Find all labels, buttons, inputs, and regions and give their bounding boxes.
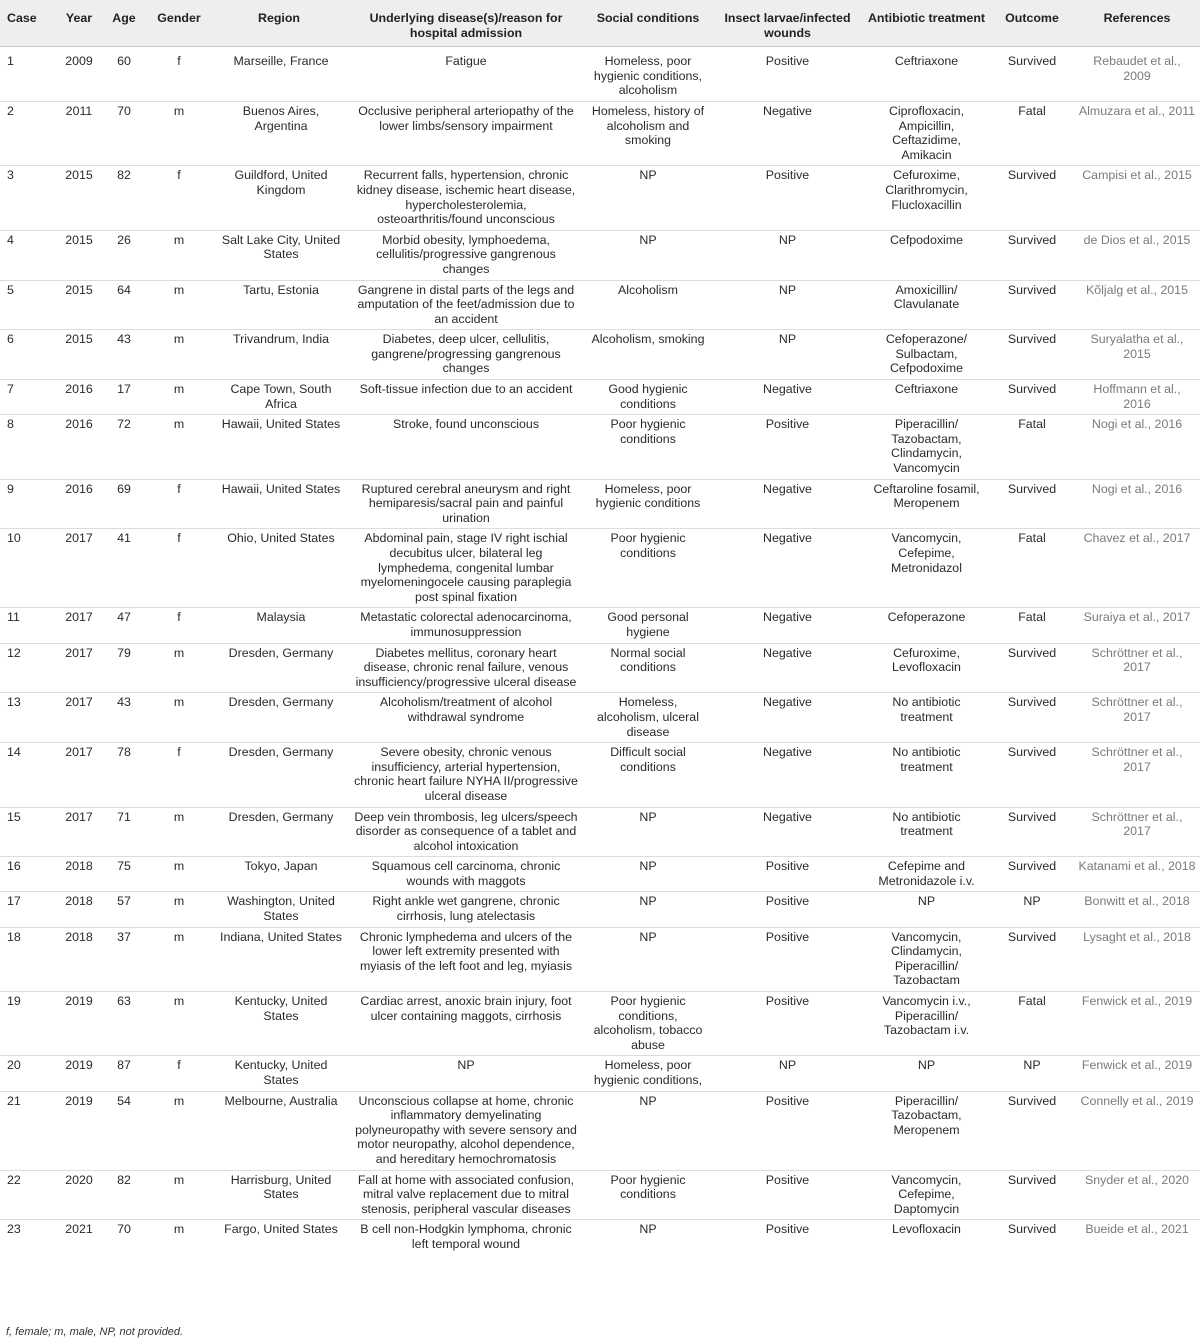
cell-outcome: Survived xyxy=(990,230,1074,280)
cell-case: 23 xyxy=(0,1220,54,1255)
header-region: Region xyxy=(214,0,348,47)
cell-gender: m xyxy=(144,101,214,165)
cell-social: Homeless, poor hygienic conditions, alcoholism xyxy=(584,47,712,102)
cell-case: 19 xyxy=(0,992,54,1056)
table-row xyxy=(0,330,1200,380)
cell-social: Poor hygienic conditions xyxy=(584,529,712,608)
cell-gender: m xyxy=(144,415,214,479)
cell-case: 18 xyxy=(0,927,54,991)
cell-disease: Recurrent falls, hypertension, chronic kidney disease, ischemic heart disease, hypercholesterolemia, osteoarthritis/found unconscious xyxy=(348,166,584,230)
cell-region: Dresden, Germany xyxy=(214,807,348,857)
cell-social: NP xyxy=(584,857,712,892)
cell-insect: Negative xyxy=(712,608,863,643)
cell-outcome: Survived xyxy=(990,807,1074,857)
cell-reference: Nogi et al., 2016 xyxy=(1074,479,1200,529)
table-body xyxy=(0,47,1200,1255)
header-outcome: Outcome xyxy=(990,0,1074,47)
cell-region: Tartu, Estonia xyxy=(214,280,348,330)
cell-year: 2019 xyxy=(54,992,104,1056)
table-row xyxy=(0,101,1200,165)
cell-region: Malaysia xyxy=(214,608,348,643)
cell-year: 2017 xyxy=(54,643,104,693)
cell-outcome: NP xyxy=(990,1056,1074,1091)
header-age: Age xyxy=(104,0,144,47)
table-row xyxy=(0,479,1200,529)
cell-outcome: Survived xyxy=(990,280,1074,330)
cell-antibiotic: NP xyxy=(863,1056,990,1091)
table-row xyxy=(0,230,1200,280)
cell-reference: Hoffmann et al., 2016 xyxy=(1074,380,1200,415)
table-row xyxy=(0,743,1200,807)
cell-reference: Bueide et al., 2021 xyxy=(1074,1220,1200,1255)
cell-insect: Positive xyxy=(712,892,863,927)
cell-region: Salt Lake City, United States xyxy=(214,230,348,280)
cell-disease: Chronic lymphedema and ulcers of the lower left extremity presented with myiasis of the left foot and leg, myiasis xyxy=(348,927,584,991)
cell-reference: Kõljalg et al., 2015 xyxy=(1074,280,1200,330)
cell-disease: Metastatic colorectal adenocarcinoma, immunosuppression xyxy=(348,608,584,643)
cell-age: 79 xyxy=(104,643,144,693)
cell-case: 5 xyxy=(0,280,54,330)
cell-case: 11 xyxy=(0,608,54,643)
cell-gender: m xyxy=(144,1220,214,1255)
cell-case: 10 xyxy=(0,529,54,608)
header-disease: Underlying disease(s)/reason for hospital admission xyxy=(348,0,584,47)
cell-disease: NP xyxy=(348,1056,584,1091)
cell-gender: m xyxy=(144,1170,214,1220)
cell-outcome: Survived xyxy=(990,1220,1074,1255)
cell-region: Tokyo, Japan xyxy=(214,857,348,892)
cell-antibiotic: Piperacillin/ Tazobactam, Meropenem xyxy=(863,1091,990,1170)
cell-gender: m xyxy=(144,693,214,743)
cell-age: 78 xyxy=(104,743,144,807)
cell-age: 17 xyxy=(104,380,144,415)
cell-region: Hawaii, United States xyxy=(214,479,348,529)
cell-age: 26 xyxy=(104,230,144,280)
cell-outcome: Fatal xyxy=(990,992,1074,1056)
cell-disease: Abdominal pain, stage IV right ischial decubitus ulcer, bilateral leg lymphedema, congenital lumbar myelomeningocele causing paraplegia post spinal fixation xyxy=(348,529,584,608)
table-row xyxy=(0,643,1200,693)
cell-gender: m xyxy=(144,380,214,415)
cell-insect: Positive xyxy=(712,415,863,479)
table-row xyxy=(0,1220,1200,1255)
cell-reference: Snyder et al., 2020 xyxy=(1074,1170,1200,1220)
cell-region: Indiana, United States xyxy=(214,927,348,991)
cell-year: 2021 xyxy=(54,1220,104,1255)
cell-insect: Negative xyxy=(712,693,863,743)
cell-reference: Almuzara et al., 2011 xyxy=(1074,101,1200,165)
cell-year: 2019 xyxy=(54,1091,104,1170)
cell-antibiotic: NP xyxy=(863,892,990,927)
cell-outcome: Survived xyxy=(990,693,1074,743)
cell-antibiotic: Amoxicillin/ Clavulanate xyxy=(863,280,990,330)
cell-case: 22 xyxy=(0,1170,54,1220)
cell-reference: Campisi et al., 2015 xyxy=(1074,166,1200,230)
cell-disease: Unconscious collapse at home, chronic inflammatory demyelinating polyneuropathy with severe sensory and motor neuropathy, alcohol dependence, and hereditary hemochromatosis xyxy=(348,1091,584,1170)
cell-gender: f xyxy=(144,47,214,102)
cell-disease: Gangrene in distal parts of the legs and amputation of the feet/admission due to an accident xyxy=(348,280,584,330)
cell-antibiotic: Vancomycin, Cefepime, Metronidazol xyxy=(863,529,990,608)
cell-disease: Ruptured cerebral aneurysm and right hemiparesis/sacral pain and painful urination xyxy=(348,479,584,529)
header-references: References xyxy=(1074,0,1200,47)
cell-case: 6 xyxy=(0,330,54,380)
table-row xyxy=(0,166,1200,230)
cell-year: 2011 xyxy=(54,101,104,165)
cell-social: Alcoholism xyxy=(584,280,712,330)
table-row xyxy=(0,47,1200,102)
cell-outcome: Survived xyxy=(990,330,1074,380)
table-row xyxy=(0,380,1200,415)
cell-case: 1 xyxy=(0,47,54,102)
cell-case: 7 xyxy=(0,380,54,415)
cell-social: Good hygienic conditions xyxy=(584,380,712,415)
cell-antibiotic: Ceftriaxone xyxy=(863,47,990,102)
cell-outcome: Survived xyxy=(990,743,1074,807)
cell-disease: Soft-tissue infection due to an accident xyxy=(348,380,584,415)
cell-insect: NP xyxy=(712,1056,863,1091)
cell-gender: f xyxy=(144,608,214,643)
cell-disease: B cell non-Hodgkin lymphoma, chronic left temporal wound xyxy=(348,1220,584,1255)
cell-social: NP xyxy=(584,166,712,230)
table-row xyxy=(0,992,1200,1056)
cell-reference: Chavez et al., 2017 xyxy=(1074,529,1200,608)
cell-disease: Stroke, found unconscious xyxy=(348,415,584,479)
cell-year: 2019 xyxy=(54,1056,104,1091)
cell-region: Melbourne, Australia xyxy=(214,1091,348,1170)
cell-outcome: Fatal xyxy=(990,415,1074,479)
cell-outcome: Survived xyxy=(990,1170,1074,1220)
header-social: Social conditions xyxy=(584,0,712,47)
cell-year: 2015 xyxy=(54,330,104,380)
cell-region: Washington, United States xyxy=(214,892,348,927)
table-header xyxy=(0,0,1200,47)
cell-insect: Negative xyxy=(712,479,863,529)
cell-age: 47 xyxy=(104,608,144,643)
cell-region: Ohio, United States xyxy=(214,529,348,608)
cell-age: 75 xyxy=(104,857,144,892)
cell-outcome: Survived xyxy=(990,857,1074,892)
cell-region: Cape Town, South Africa xyxy=(214,380,348,415)
table-row xyxy=(0,1056,1200,1091)
cell-outcome: Survived xyxy=(990,643,1074,693)
table-row xyxy=(0,927,1200,991)
cell-outcome: Survived xyxy=(990,47,1074,102)
cell-region: Kentucky, United States xyxy=(214,1056,348,1091)
cell-antibiotic: No antibiotic treatment xyxy=(863,743,990,807)
cell-antibiotic: Cefoperazone xyxy=(863,608,990,643)
cell-social: NP xyxy=(584,927,712,991)
cell-gender: m xyxy=(144,230,214,280)
cell-case: 14 xyxy=(0,743,54,807)
table-row xyxy=(0,529,1200,608)
cell-insect: Negative xyxy=(712,380,863,415)
cell-disease: Diabetes mellitus, coronary heart disease, chronic renal failure, venous insufficiency/progressive ulceral disease xyxy=(348,643,584,693)
cell-reference: Fenwick et al., 2019 xyxy=(1074,992,1200,1056)
cell-region: Dresden, Germany xyxy=(214,693,348,743)
cell-disease: Right ankle wet gangrene, chronic cirrhosis, lung atelectasis xyxy=(348,892,584,927)
cell-insect: Positive xyxy=(712,1170,863,1220)
cell-antibiotic: Cefepime and Metronidazole i.v. xyxy=(863,857,990,892)
cell-social: Alcoholism, smoking xyxy=(584,330,712,380)
header-row xyxy=(0,0,1200,47)
cell-reference: Schröttner et al., 2017 xyxy=(1074,807,1200,857)
cell-outcome: Fatal xyxy=(990,101,1074,165)
cell-reference: Suraiya et al., 2017 xyxy=(1074,608,1200,643)
cell-antibiotic: Ceftriaxone xyxy=(863,380,990,415)
cell-insect: Positive xyxy=(712,927,863,991)
cell-antibiotic: No antibiotic treatment xyxy=(863,693,990,743)
cell-age: 63 xyxy=(104,992,144,1056)
cell-age: 69 xyxy=(104,479,144,529)
cell-age: 71 xyxy=(104,807,144,857)
cell-age: 70 xyxy=(104,1220,144,1255)
cell-case: 3 xyxy=(0,166,54,230)
cell-year: 2016 xyxy=(54,380,104,415)
cell-region: Marseille, France xyxy=(214,47,348,102)
cell-age: 82 xyxy=(104,166,144,230)
cell-gender: m xyxy=(144,892,214,927)
table-row xyxy=(0,892,1200,927)
cell-outcome: Survived xyxy=(990,166,1074,230)
cell-social: NP xyxy=(584,807,712,857)
cell-year: 2009 xyxy=(54,47,104,102)
cell-social: Homeless, poor hygienic conditions xyxy=(584,479,712,529)
cell-case: 13 xyxy=(0,693,54,743)
cell-disease: Alcoholism/treatment of alcohol withdrawal syndrome xyxy=(348,693,584,743)
cell-insect: Negative xyxy=(712,743,863,807)
cell-region: Trivandrum, India xyxy=(214,330,348,380)
cell-year: 2020 xyxy=(54,1170,104,1220)
cell-region: Kentucky, United States xyxy=(214,992,348,1056)
cell-outcome: Fatal xyxy=(990,529,1074,608)
cell-gender: f xyxy=(144,479,214,529)
cell-reference: Bonwitt et al., 2018 xyxy=(1074,892,1200,927)
cell-region: Harrisburg, United States xyxy=(214,1170,348,1220)
cell-insect: Positive xyxy=(712,857,863,892)
cell-disease: Occlusive peripheral arteriopathy of the lower limbs/sensory impairment xyxy=(348,101,584,165)
cell-age: 72 xyxy=(104,415,144,479)
cell-year: 2017 xyxy=(54,529,104,608)
cell-outcome: Survived xyxy=(990,479,1074,529)
cell-gender: f xyxy=(144,1056,214,1091)
cell-insect: NP xyxy=(712,280,863,330)
table-row xyxy=(0,807,1200,857)
cell-antibiotic: No antibiotic treatment xyxy=(863,807,990,857)
cell-insect: Negative xyxy=(712,529,863,608)
cell-year: 2017 xyxy=(54,743,104,807)
cell-antibiotic: Vancomycin, Clindamycin, Piperacillin/ Tazobactam xyxy=(863,927,990,991)
cell-case: 17 xyxy=(0,892,54,927)
cell-social: Homeless, history of alcoholism and smoking xyxy=(584,101,712,165)
cell-reference: Fenwick et al., 2019 xyxy=(1074,1056,1200,1091)
cell-region: Fargo, United States xyxy=(214,1220,348,1255)
table-footnote: f, female; m, male, NP, not provided. xyxy=(6,1326,184,1338)
cell-outcome: NP xyxy=(990,892,1074,927)
cell-reference: Rebaudet et al., 2009 xyxy=(1074,47,1200,102)
cell-case: 4 xyxy=(0,230,54,280)
cell-gender: f xyxy=(144,529,214,608)
cell-antibiotic: Cefoperazone/ Sulbactam, Cefpodoxime xyxy=(863,330,990,380)
cell-year: 2017 xyxy=(54,807,104,857)
cell-insect: Positive xyxy=(712,992,863,1056)
cell-antibiotic: Vancomycin, Cefepime, Daptomycin xyxy=(863,1170,990,1220)
cell-year: 2016 xyxy=(54,415,104,479)
cell-reference: Suryalatha et al., 2015 xyxy=(1074,330,1200,380)
cell-age: 41 xyxy=(104,529,144,608)
cell-outcome: Survived xyxy=(990,927,1074,991)
table-row xyxy=(0,280,1200,330)
cell-region: Dresden, Germany xyxy=(214,743,348,807)
cell-year: 2018 xyxy=(54,927,104,991)
cell-region: Guildford, United Kingdom xyxy=(214,166,348,230)
cell-year: 2018 xyxy=(54,857,104,892)
table-row xyxy=(0,608,1200,643)
cell-social: Poor hygienic conditions, alcoholism, tobacco abuse xyxy=(584,992,712,1056)
cell-disease: Squamous cell carcinoma, chronic wounds with maggots xyxy=(348,857,584,892)
cell-year: 2017 xyxy=(54,693,104,743)
cell-insect: Negative xyxy=(712,101,863,165)
cell-case: 15 xyxy=(0,807,54,857)
cell-disease: Deep vein thrombosis, leg ulcers/speech disorder as consequence of a tablet and alcohol intoxication xyxy=(348,807,584,857)
cell-social: Poor hygienic conditions xyxy=(584,415,712,479)
cell-insect: Positive xyxy=(712,47,863,102)
cell-year: 2015 xyxy=(54,166,104,230)
cell-social: Good personal hygiene xyxy=(584,608,712,643)
header-case: Case xyxy=(0,0,54,47)
cell-age: 60 xyxy=(104,47,144,102)
cell-case: 16 xyxy=(0,857,54,892)
cell-social: NP xyxy=(584,892,712,927)
cell-age: 54 xyxy=(104,1091,144,1170)
table-row xyxy=(0,1091,1200,1170)
header-insect: Insect larvae/infected wounds xyxy=(712,0,863,47)
cell-social: Homeless, alcoholism, ulceral disease xyxy=(584,693,712,743)
cell-gender: f xyxy=(144,743,214,807)
cell-case: 9 xyxy=(0,479,54,529)
cell-reference: Schröttner et al., 2017 xyxy=(1074,643,1200,693)
cell-reference: Katanami et al., 2018 xyxy=(1074,857,1200,892)
cell-reference: de Dios et al., 2015 xyxy=(1074,230,1200,280)
cell-antibiotic: Cefuroxime, Clarithromycin, Flucloxacillin xyxy=(863,166,990,230)
cell-antibiotic: Piperacillin/ Tazobactam, Clindamycin, Vancomycin xyxy=(863,415,990,479)
cell-social: NP xyxy=(584,230,712,280)
cell-gender: m xyxy=(144,927,214,991)
cell-age: 57 xyxy=(104,892,144,927)
cell-reference: Connelly et al., 2019 xyxy=(1074,1091,1200,1170)
table-row xyxy=(0,693,1200,743)
cell-disease: Diabetes, deep ulcer, cellulitis, gangrene/progressing gangrenous changes xyxy=(348,330,584,380)
cell-disease: Fatigue xyxy=(348,47,584,102)
cell-insect: Negative xyxy=(712,643,863,693)
cell-insect: NP xyxy=(712,330,863,380)
cell-gender: m xyxy=(144,1091,214,1170)
cell-gender: m xyxy=(144,280,214,330)
cell-year: 2016 xyxy=(54,479,104,529)
cell-social: NP xyxy=(584,1220,712,1255)
cell-gender: m xyxy=(144,992,214,1056)
cell-year: 2015 xyxy=(54,230,104,280)
cell-age: 37 xyxy=(104,927,144,991)
cell-gender: m xyxy=(144,807,214,857)
cell-insect: Positive xyxy=(712,1091,863,1170)
cell-gender: m xyxy=(144,857,214,892)
cell-year: 2018 xyxy=(54,892,104,927)
cell-insect: Positive xyxy=(712,1220,863,1255)
cell-disease: Severe obesity, chronic venous insufficiency, arterial hypertension, chronic heart failure NYHA II/progressive ulceral disease xyxy=(348,743,584,807)
table-row xyxy=(0,1170,1200,1220)
header-gender: Gender xyxy=(144,0,214,47)
cell-age: 70 xyxy=(104,101,144,165)
cell-disease: Cardiac arrest, anoxic brain injury, foot ulcer containing maggots, cirrhosis xyxy=(348,992,584,1056)
cell-insect: Positive xyxy=(712,166,863,230)
cell-outcome: Survived xyxy=(990,380,1074,415)
table-row xyxy=(0,415,1200,479)
cell-social: Difficult social conditions xyxy=(584,743,712,807)
cell-reference: Schröttner et al., 2017 xyxy=(1074,693,1200,743)
cell-case: 8 xyxy=(0,415,54,479)
cell-region: Buenos Aires, Argentina xyxy=(214,101,348,165)
cell-reference: Nogi et al., 2016 xyxy=(1074,415,1200,479)
cell-age: 64 xyxy=(104,280,144,330)
cell-gender: f xyxy=(144,166,214,230)
header-year: Year xyxy=(54,0,104,47)
cell-outcome: Fatal xyxy=(990,608,1074,643)
cell-reference: Lysaght et al., 2018 xyxy=(1074,927,1200,991)
cell-age: 43 xyxy=(104,693,144,743)
cell-age: 87 xyxy=(104,1056,144,1091)
cell-region: Dresden, Germany xyxy=(214,643,348,693)
cell-antibiotic: Ceftaroline fosamil, Meropenem xyxy=(863,479,990,529)
cell-antibiotic: Vancomycin i.v., Piperacillin/ Tazobactam i.v. xyxy=(863,992,990,1056)
cell-social: Normal social conditions xyxy=(584,643,712,693)
header-antibiotic: Antibiotic treatment xyxy=(863,0,990,47)
cell-year: 2015 xyxy=(54,280,104,330)
cell-case: 20 xyxy=(0,1056,54,1091)
cell-insect: NP xyxy=(712,230,863,280)
cell-case: 21 xyxy=(0,1091,54,1170)
cell-antibiotic: Cefuroxime, Levofloxacin xyxy=(863,643,990,693)
cell-age: 82 xyxy=(104,1170,144,1220)
cell-year: 2017 xyxy=(54,608,104,643)
cell-social: Poor hygienic conditions xyxy=(584,1170,712,1220)
cell-outcome: Survived xyxy=(990,1091,1074,1170)
cell-antibiotic: Cefpodoxime xyxy=(863,230,990,280)
cell-disease: Fall at home with associated confusion, mitral valve replacement due to mitral stenosis, peripheral vascular diseases xyxy=(348,1170,584,1220)
cell-age: 43 xyxy=(104,330,144,380)
cell-social: NP xyxy=(584,1091,712,1170)
cell-social: Homeless, poor hygienic conditions, xyxy=(584,1056,712,1091)
cell-disease: Morbid obesity, lymphoedema, cellulitis/progressive gangrenous changes xyxy=(348,230,584,280)
cell-insect: Negative xyxy=(712,807,863,857)
cell-gender: m xyxy=(144,330,214,380)
cell-gender: m xyxy=(144,643,214,693)
cell-region: Hawaii, United States xyxy=(214,415,348,479)
cell-case: 2 xyxy=(0,101,54,165)
cell-reference: Schröttner et al., 2017 xyxy=(1074,743,1200,807)
cell-case: 12 xyxy=(0,643,54,693)
cell-antibiotic: Levofloxacin xyxy=(863,1220,990,1255)
table-row xyxy=(0,857,1200,892)
cell-antibiotic: Ciprofloxacin, Ampicillin, Ceftazidime, Amikacin xyxy=(863,101,990,165)
